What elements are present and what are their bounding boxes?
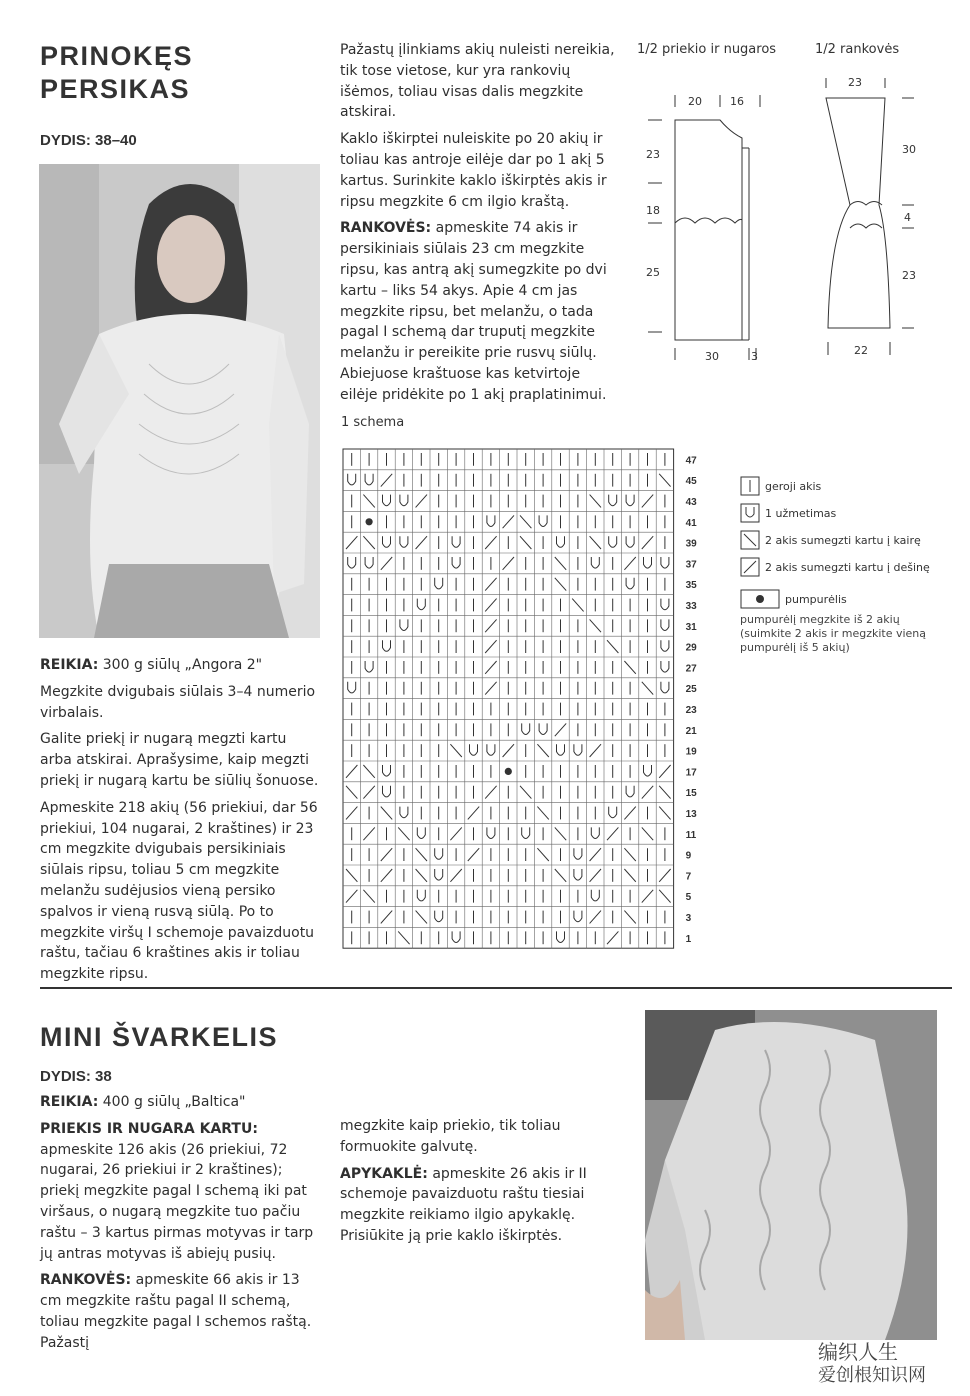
pattern2-column2 — [340, 1116, 622, 1253]
model-photo-peach-sweater — [39, 164, 320, 638]
pattern1-column1 — [40, 655, 320, 991]
pattern2-sleeves-label: RANKOVĖS: — [40, 1272, 132, 1289]
body-diagram-title: 1/2 priekio ir nugaros — [637, 42, 777, 57]
bobble-note-line3: pumpurėlį iš 5 akių) — [740, 641, 850, 654]
bobble-note-line2: (suimkite 2 akis ir megzkite vieną — [740, 627, 927, 640]
row-number: 15 — [685, 788, 697, 800]
sleeve-height2-dim: 4 — [904, 211, 911, 224]
sleeves-label: RANKOVĖS: — [340, 220, 432, 237]
body-height1-dim: 23 — [646, 148, 660, 161]
row-number: 19 — [685, 746, 697, 758]
sleeve-bottom-dim: 22 — [854, 344, 868, 357]
body-top-left-dim: 20 — [688, 95, 702, 108]
watermark — [818, 1340, 926, 1388]
row-number: 13 — [685, 809, 697, 820]
body-bottom-dim: 30 — [705, 350, 719, 363]
row-number: 41 — [685, 517, 697, 529]
pattern1-column2 — [340, 40, 622, 412]
pattern2-needs-text: 400 g siūlų „Baltica" — [102, 1094, 246, 1110]
pattern2-front-text: apmeskite 126 akis (26 priekiui, 72 nugarai, 26 priekiui ir 2 kraštines); priekį megzkite pagal I schemą iki pat viršaus, o nugarą megzkite tuo pačiu raštu – 3 kartus pirmas motyvas ir tarp jų antras motyvas iš abiejų pusių. — [40, 1141, 314, 1262]
row-number: 33 — [685, 601, 697, 612]
pattern1-size: DYDIS: 38–40 — [40, 132, 137, 149]
legend-k2tog-left-label: 2 akis sumegzti kartu į kairę — [765, 533, 921, 547]
body-height2-dim: 18 — [646, 204, 660, 217]
pattern2-size: DYDIS: 38 — [40, 1068, 112, 1085]
sleeve-height3-dim: 23 — [902, 269, 916, 282]
body-top-right-dim: 16 — [730, 95, 744, 108]
row-number: 11 — [685, 829, 697, 841]
legend-k2tog-right-label: 2 akis sumegzti kartu į dešinę — [765, 560, 930, 574]
watermark-line2: 爱创根知识网 — [818, 1365, 926, 1386]
paragraph-cast-on: Apmeskite 218 akių (56 priekiui, dar 56 priekiui, 104 nugarai, 2 kraštines) ir 23 cm megzkite dvigubais persikiniais siūlais ripsu, toliau 5 cm megzkite melanžu sudėjusios vieną persiko spalvos ir vieną rusvą siūlą. Po to megzkite viršų I schemoje pavaizduotu raštu, tačiau 6 kraštines akis ir toliau megzkite ripsu. — [40, 799, 318, 983]
paragraph-front-back: Galite priekį ir nugarą megzti kartu arba atskirai. Aprašysime, kaip megzti priekį ir nugarą kartu be siūlių šonuose. — [40, 731, 319, 789]
legend-yarn-over-label: 1 užmetimas — [765, 506, 837, 520]
row-number: 27 — [685, 663, 697, 675]
pattern2-front-paragraph — [40, 1119, 320, 1265]
sleeve-piece-outline — [826, 98, 890, 328]
paragraph-neckline: Kaklo iškirptei nuleiskite po 20 akių ir toliau kas antroje eilėje dar po 1 akį 5 kartus. Surinkite kaklo iškirptės akis ir ripsu megzkite 6 cm ilgio kraštą. — [340, 131, 607, 210]
row-number: 31 — [685, 621, 697, 633]
needs-paragraph — [40, 655, 320, 676]
sleeve-top-dim: 23 — [848, 76, 862, 89]
row-number: 45 — [685, 476, 697, 488]
row-number: 3 — [685, 913, 692, 924]
sleeve-wave-bottom — [850, 224, 882, 228]
yarn-over-icon — [740, 503, 760, 523]
row-number: 1 — [685, 933, 692, 945]
photo2-illustration — [645, 1010, 937, 1340]
legend-bobble-label: pumpurėlis — [785, 592, 847, 606]
body-wave-line — [675, 218, 742, 223]
row-number: 5 — [685, 892, 692, 904]
pattern2-front-label: PRIEKIS IR NUGARA KARTU: — [40, 1120, 258, 1137]
paragraph-needles: Megzkite dvigubais siūlais 3–4 numerio virbalais. — [40, 683, 316, 721]
row-number: 29 — [685, 642, 697, 654]
row-number: 47 — [685, 455, 697, 467]
bobble-stitch — [505, 768, 512, 775]
bobble-note — [740, 613, 960, 655]
chart-legend — [740, 476, 960, 655]
legend-knit-label: geroji akis — [765, 479, 822, 493]
pattern2-sleeves-text: apmeskite 66 akis ir 13 cm megzkite raštu pagal II schemą, toliau megzkite pagal I schemos raštą. Pažastį — [40, 1272, 312, 1351]
legend-k2tog-right — [740, 557, 960, 577]
row-number: 35 — [685, 580, 697, 592]
pattern2-needs-label: REIKIA: — [40, 1094, 99, 1110]
row-number: 7 — [685, 871, 692, 883]
k2tog-right-icon — [740, 557, 760, 577]
pattern2-sleeves-paragraph — [40, 1270, 320, 1353]
schema-title: 1 schema — [341, 415, 405, 430]
sleeve-diagram-title: 1/2 rankovės — [815, 42, 900, 57]
pattern2-needs-paragraph — [40, 1092, 320, 1113]
pattern1-title-line1: PRINOKĘS — [40, 41, 194, 71]
schematic-diagrams — [630, 60, 930, 370]
pattern1-title-line2: PERSIKAS — [40, 74, 191, 104]
body-bottom-small-dim: 3 — [751, 350, 758, 363]
pattern2-sleeve-cap-text: megzkite kaip priekio, tik toliau formuokite galvutę. — [340, 1118, 561, 1155]
legend-bobble — [740, 589, 960, 609]
pattern2-collar-paragraph — [340, 1164, 622, 1247]
row-number: 25 — [685, 684, 697, 696]
k2tog-left-icon — [740, 530, 760, 550]
sleeves-text: apmeskite 74 akis ir persikiniais siūlais 23 cm megzkite ripsu, kas antrą akį sumegzkite po dvi kartu – liks 54 akys. Apie 4 cm jas megzkite ripsu, bet melanžu, o tada pagal I schemą dar truputį megzkite melanžu ir pereikite prie rusvų siūlų. Abiejuose kraštuose kas ketvirtoje eilėje pridėkite po 1 akį praplatinimui. — [340, 220, 607, 403]
sleeve-wave-top — [850, 202, 882, 206]
row-number: 21 — [685, 725, 697, 737]
row-number: 9 — [685, 850, 692, 862]
knit-stitch-icon — [740, 476, 760, 496]
pattern2-column1 — [40, 1092, 320, 1360]
model-photo-cable-jacket — [645, 1010, 937, 1340]
needs-text: 300 g siūlų „Angora 2" — [102, 657, 263, 673]
sleeve-height1-dim: 30 — [902, 143, 916, 156]
pattern2-collar-label: APYKAKLĖ: — [340, 1165, 428, 1182]
sleeves-paragraph — [340, 218, 622, 405]
pattern2-title: MINI ŠVARKELIS — [40, 1022, 279, 1052]
row-number: 37 — [685, 559, 697, 571]
row-number: 39 — [685, 538, 697, 550]
bobble-note-line1: pumpurėlį megzkite iš 2 akių — [740, 613, 900, 626]
watermark-line1: 编织人生 — [818, 1340, 898, 1364]
paragraph-armholes: Pažastų įlinkiams akių nuleisti nereikia, tik tose vietose, kur yra rankovių išėmos, toliau visas dalis megzkite atskirai. — [340, 42, 615, 121]
pattern1-title — [40, 40, 193, 106]
section-divider — [40, 987, 952, 989]
photo-illustration — [39, 164, 320, 638]
row-number: 17 — [685, 767, 697, 779]
pattern2-collar-text: apmeskite 26 akis ir II schemoje pavaizduotu raštu tiesiai megzkite reikiamo ilgio apykaklę. Prisiūkite ją prie kaklo iškirptės. — [340, 1165, 587, 1244]
needs-label: REIKIA: — [40, 657, 99, 673]
legend-yarn-over — [740, 503, 960, 523]
knitting-chart — [340, 447, 710, 949]
row-number: 23 — [685, 705, 697, 716]
body-piece-outline — [675, 120, 742, 340]
bobble-icon — [740, 589, 780, 609]
legend-k2tog-left — [740, 530, 960, 550]
legend-knit — [740, 476, 960, 496]
body-height3-dim: 25 — [646, 266, 660, 279]
row-number: 43 — [685, 497, 697, 508]
bobble-stitch — [366, 518, 373, 525]
